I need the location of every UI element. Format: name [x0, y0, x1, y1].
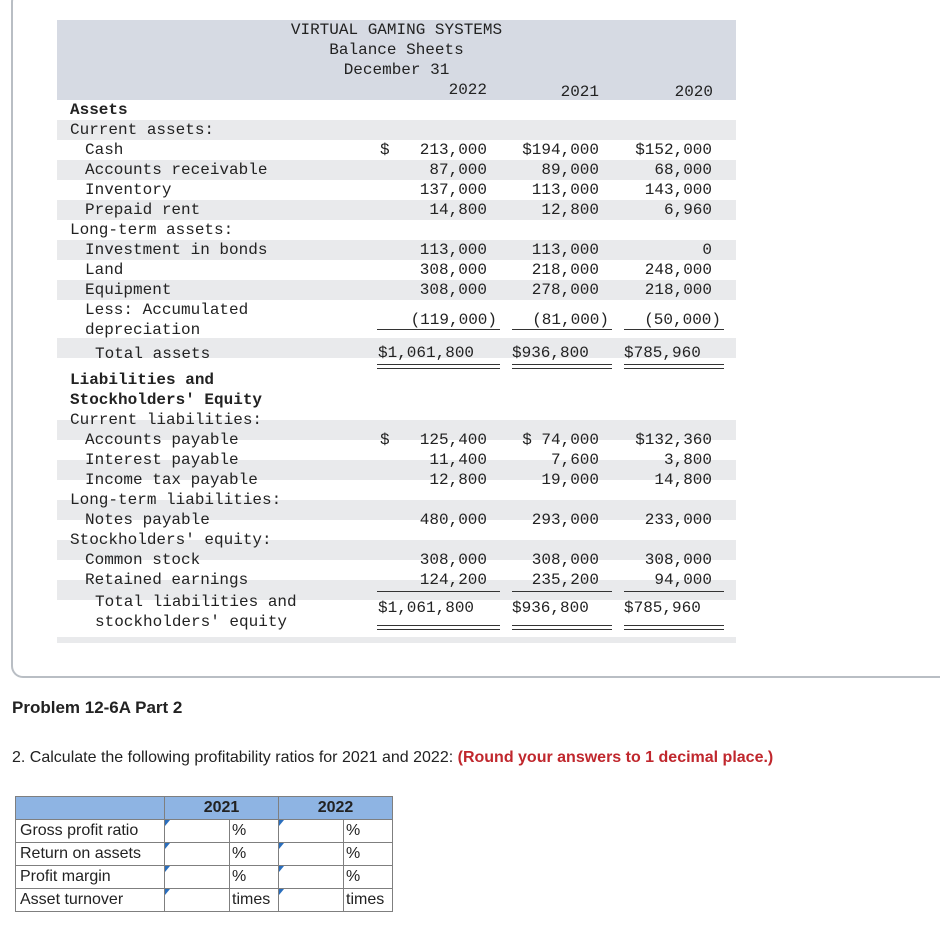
- input-marker-icon: [165, 820, 170, 826]
- unit-label: %: [344, 866, 393, 889]
- value-2022: 480,000: [419, 511, 487, 529]
- notes-payable-label: Notes payable: [85, 511, 210, 529]
- total-assets-2022: $1,061,800: [378, 344, 475, 362]
- value-2022: 113,000: [419, 241, 487, 259]
- unit-label: %: [230, 820, 279, 843]
- total-le-2022: $1,061,800: [378, 599, 475, 617]
- year-2021: 2021: [560, 83, 599, 101]
- underline: [624, 329, 724, 330]
- question-prompt: 2. Calculate the following profitability ratios for 2021 and 2022:: [12, 749, 458, 766]
- unit-label: %: [344, 820, 393, 843]
- total-assets-label: Total assets: [95, 345, 211, 363]
- row-label: Investment in bonds: [85, 241, 268, 259]
- long-term-assets-title: Long-term assets:: [70, 221, 234, 239]
- unit-label: times: [230, 889, 279, 912]
- long-term-liabilities-title: Long-term liabilities:: [70, 491, 282, 509]
- gross-profit-2021-input[interactable]: [165, 821, 229, 841]
- value-2021: 308,000: [531, 551, 599, 569]
- row-label: Income tax payable: [85, 471, 258, 489]
- accum-depr-label: Less: Accumulated: [85, 301, 249, 319]
- dollar-sign: $: [380, 431, 390, 449]
- value-2021: 113,000: [531, 241, 599, 259]
- year-2020: 2020: [674, 83, 713, 101]
- total-le-label: Total liabilities and: [95, 593, 297, 611]
- header-2021: 2021: [165, 797, 279, 820]
- header-2022: 2022: [279, 797, 393, 820]
- table-row: [16, 843, 393, 866]
- balance-sheet: [57, 20, 736, 644]
- ratio-label: Gross profit ratio: [16, 820, 165, 843]
- statement-date: December 31: [343, 61, 450, 79]
- underline: [512, 591, 612, 592]
- question-text: [12, 749, 773, 767]
- value-2020: 143,000: [644, 181, 712, 199]
- value-2022: 87,000: [429, 161, 487, 179]
- value-2022: 213,000: [419, 141, 487, 159]
- value-2020: $132,360: [635, 431, 712, 449]
- value-2020: 3,800: [663, 451, 712, 469]
- value-2021: 113,000: [531, 181, 599, 199]
- value-2021: 293,000: [531, 511, 599, 529]
- row-label: Prepaid rent: [85, 201, 201, 219]
- row-label: Accounts receivable: [85, 161, 268, 179]
- value-2022: (119,000): [410, 311, 497, 329]
- value-2020: 6,960: [663, 201, 712, 219]
- value-2020: 248,000: [644, 261, 712, 279]
- table-row: [16, 889, 393, 912]
- value-2021: $ 74,000: [522, 431, 599, 449]
- ratio-label: Asset turnover: [16, 889, 165, 912]
- header-blank: [16, 797, 165, 820]
- return-on-assets-2021-input[interactable]: [165, 844, 229, 864]
- value-2021: 89,000: [541, 161, 599, 179]
- value-2022: 308,000: [419, 551, 487, 569]
- asset-turnover-2022-input[interactable]: [279, 890, 343, 910]
- value-2020: 68,000: [654, 161, 712, 179]
- total-le-2021: $936,800: [512, 599, 589, 617]
- current-liabilities-title: Current liabilities:: [70, 411, 263, 429]
- row-label: Accounts payable: [85, 431, 239, 449]
- current-assets-title: Current assets:: [70, 121, 215, 139]
- value-2022: 14,800: [429, 201, 487, 219]
- value-2021: 218,000: [531, 261, 599, 279]
- value-2022: 125,400: [419, 431, 487, 449]
- value-2021: (81,000): [532, 311, 609, 329]
- row-label: Equipment: [85, 281, 172, 299]
- year-2022: 2022: [448, 81, 487, 99]
- asset-turnover-2021-input[interactable]: [165, 890, 229, 910]
- value-2022: 12,800: [429, 471, 487, 489]
- value-2021: 7,600: [550, 451, 599, 469]
- profit-margin-2021-input[interactable]: [165, 867, 229, 887]
- double-underline: [624, 625, 724, 630]
- equity-title: Stockholders' equity:: [70, 531, 272, 549]
- input-marker-icon: [279, 866, 284, 872]
- value-2022: 308,000: [419, 261, 487, 279]
- input-marker-icon: [279, 889, 284, 895]
- underline: [512, 329, 612, 330]
- total-assets-2021: $936,800: [512, 344, 589, 362]
- value-2021: $194,000: [522, 141, 599, 159]
- value-2020: 218,000: [644, 281, 712, 299]
- value-2022: 308,000: [419, 281, 487, 299]
- accum-depr-label-2: depreciation: [85, 321, 201, 339]
- table-row: [16, 820, 393, 843]
- underline: [377, 591, 500, 592]
- ratio-label: Return on assets: [16, 843, 165, 866]
- liabilities-title-2: Stockholders' Equity: [70, 391, 263, 409]
- unit-label: %: [230, 866, 279, 889]
- company-name: VIRTUAL GAMING SYSTEMS: [290, 21, 503, 39]
- input-marker-icon: [279, 843, 284, 849]
- dollar-sign: $: [380, 141, 390, 159]
- table-row: [16, 866, 393, 889]
- row-label: Inventory: [85, 181, 172, 199]
- value-2020: 233,000: [644, 511, 712, 529]
- total-le-2020: $785,960: [624, 599, 701, 617]
- double-underline: [377, 364, 500, 369]
- problem-heading: Problem 12-6A Part 2: [12, 698, 183, 717]
- return-on-assets-2022-input[interactable]: [279, 844, 343, 864]
- double-underline: [624, 364, 724, 369]
- underline: [624, 591, 724, 592]
- input-marker-icon: [279, 820, 284, 826]
- value-2022: 124,200: [419, 571, 487, 589]
- gross-profit-2022-input[interactable]: [279, 821, 343, 841]
- profit-margin-2022-input[interactable]: [279, 867, 343, 887]
- row-label: Cash: [85, 141, 124, 159]
- value-2020: 94,000: [654, 571, 712, 589]
- row-label: Land: [85, 261, 124, 279]
- input-marker-icon: [165, 866, 170, 872]
- ratio-label: Profit margin: [16, 866, 165, 889]
- assets-title: Assets: [70, 101, 128, 119]
- retained-earnings-label: Retained earnings: [85, 571, 249, 589]
- underline: [377, 329, 500, 330]
- input-marker-icon: [165, 843, 170, 849]
- unit-label: %: [230, 843, 279, 866]
- ratio-answer-table: [15, 796, 393, 912]
- unit-label: %: [344, 843, 393, 866]
- value-2021: 235,200: [531, 571, 599, 589]
- value-2022: 137,000: [419, 181, 487, 199]
- value-2020: 14,800: [654, 471, 712, 489]
- total-le-label-2: stockholders' equity: [95, 613, 288, 631]
- input-marker-icon: [165, 889, 170, 895]
- rounding-instruction: (Round your answers to 1 decimal place.): [457, 749, 774, 766]
- unit-label: times: [344, 889, 393, 912]
- value-2021: 19,000: [541, 471, 599, 489]
- liabilities-title: Liabilities and: [70, 371, 215, 389]
- row-label: Interest payable: [85, 451, 239, 469]
- value-2021: 12,800: [541, 201, 599, 219]
- double-underline: [512, 625, 612, 630]
- common-stock-label: Common stock: [85, 551, 201, 569]
- value-2021: 278,000: [531, 281, 599, 299]
- value-2022: 11,400: [429, 451, 487, 469]
- double-underline: [377, 625, 500, 630]
- value-2020: 0: [702, 241, 712, 259]
- total-assets-2020: $785,960: [624, 344, 701, 362]
- value-2020: $152,000: [635, 141, 712, 159]
- value-2020: 308,000: [644, 551, 712, 569]
- statement-title: Balance Sheets: [329, 41, 464, 59]
- value-2020: (50,000): [644, 311, 721, 329]
- double-underline: [512, 364, 612, 369]
